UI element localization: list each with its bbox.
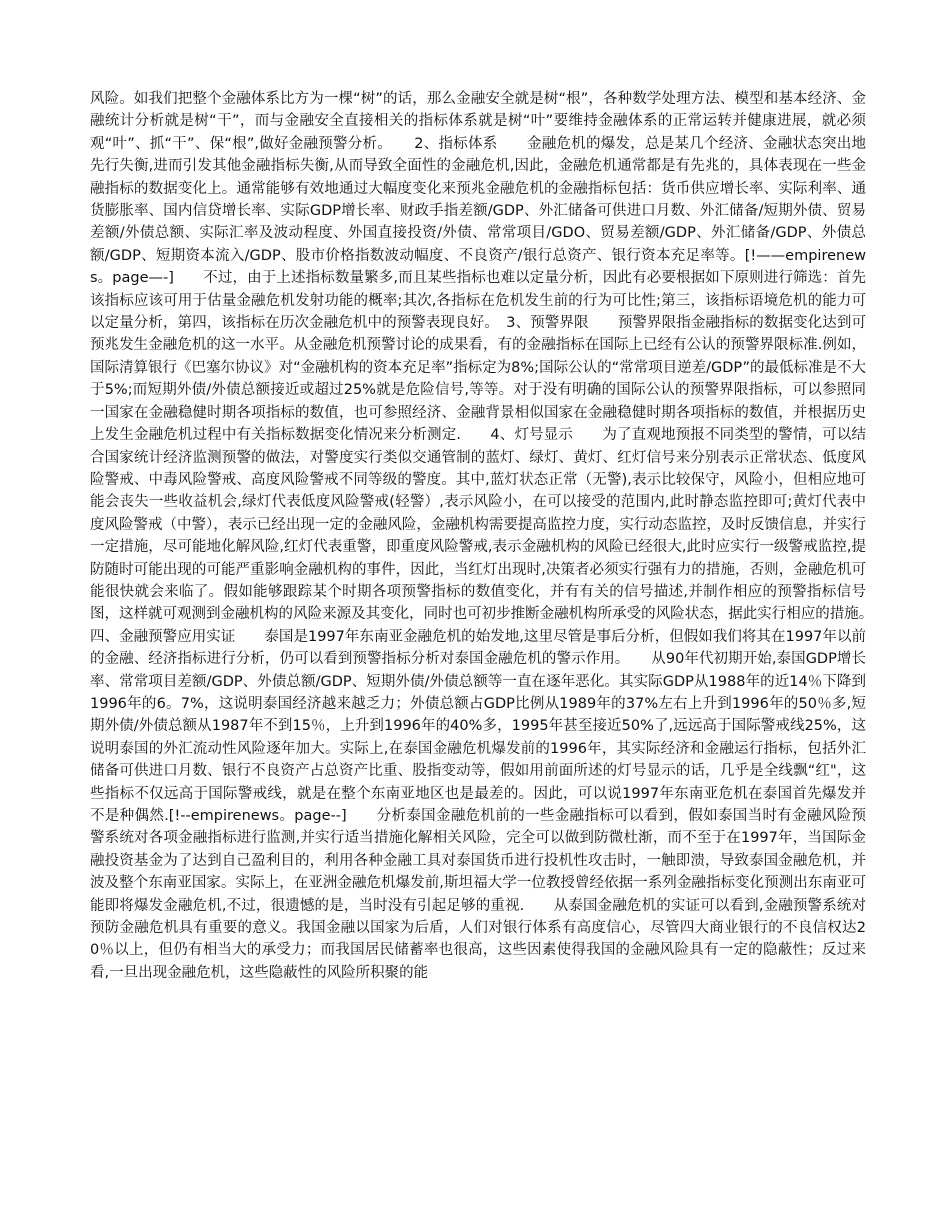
article-body-text: 风险。如我们把整个金融体系比方为一棵“树”的话，那么金融安全就是树“根”，各种数学处理方法、模型和基本经济、金融统计分析就是树“干”，而与金融安全直接相关的指标体系就是树“叶”要维持金融体系的正常运转并健康进展，就必须观“叶”、抓“干”、保“根”,做好金融预警分析。 2、指标体系 金融危机的爆发，总是某几个经济、金融状态突出地先行失衡,进而引发其他金融指标失衡,从而导致全面性的金融危机,因此，金融危机通常都是有先兆的，具体表现在一些金融指标的数据变化上。通常能够有效地通过大幅度变化来预兆金融危机的金融指标包括：货币供应增长率、实际利率、通货膨胀率、国内信贷增长率、实际GDP增长率、财政手指差额/GDP、外汇储备可供进口月数、外汇储备/短期外债、贸易差额/外债总额、实际汇率及波动程度、外国直接投资/外债、常常项目/GDO、贸易差额/GDP、外汇储备/GDP、外债总额/GDP、短期资本流入/GDP、股市价格指数波动幅度、不良资产/银行总资产、银行资本充足率等。[!——empirenews。page—-] 不过，由于上述指标数量繁多,而且某些指标也难以定量分析，因此有必要根据如下原则进行筛选：首先该指标应该可用于估量金融危机发射功能的概率;其次,各指标在危机发生前的行为可比性;第三，该指标语境危机的能力可以定量分析，第四，该指标在历次金融危机中的预警表现良好。 3、预警界限 预警界限指金融指标的数据变化达到可预兆发生金融危机的这一水平。从金融危机预警讨论的成果看，有的金融指标在国际上已经有公认的预警界限标准.例如，国际清算银行《巴塞尔协议》对“金融机构的资本充足率”指标定为8%;国际公认的“常常项目逆差/GDP”的最低标准是不大于5%;而短期外债/外债总额接近或超过25%就是危险信号,等等。对于没有明确的国际公认的预警界限指标，可以参照同一国家在金融稳健时期各项指标的数值，也可参照经济、金融背景相似国家在金融稳健时期各项指标的数值，并根据历史上发生金融危机过程中有关指标数据变化情况来分析测定. 4、灯号显示 为了直观地预报不同类型的警情，可以结合国家统计经济监测预警的做法，对警度实行类似交通管制的蓝灯、绿灯、黄灯、红灯信号来分别表示正常状态、低度风险警戒、中毒风险警戒、高度风险警戒不同等级的警度。其中,蓝灯状态正常（无警),表示比较保守，风险小，但相应地可能会丧失一些收益机会,绿灯代表低度风险警戒(轻警）,表示风险小，在可以接受的范围内,此时静态监控即可;黄灯代表中度风险警戒（中警），表示已经出现一定的金融风险，金融机构需要提高监控力度，实行动态监控，及时反馈信息，并实行一定措施，尽可能地化解风险,红灯代表重警，即重度风险警戒,表示金融机构的风险已经很大,此时应实行一级警戒监控,提防随时可能出现的可能严重影响金融机构的事件，因此，当红灯出现时,决策者必须实行强有力的措施，否则，金融危机可能很快就会来临了。假如能够跟踪某个时期各项预警指标的数值变化，并有有关的信号描述,并制作相应的预警指标信号图，这样就可观测到金融机构的风险来源及其变化，同时也可初步推断金融机构所承受的风险状态，据此实行相应的措施。 四、金融预警应用实证 泰国是1997年东南亚金融危机的始发地,这里尽管是事后分析，但假如我们将其在1997年以前的金融、经济指标进行分析，仍可以看到预警指标分析对泰国金融危机的警示作用。 从90年代初期开始,泰国GDP增长率、常常项目差额/GDP、外债总额/GDP、短期外债/外债总额等一直在逐年恶化。其实际GDP从1988年的近14％下降到1996年的6。7%，这说明泰国经济越来越乏力；外债总额占GDP比例从1989年的37%左右上升到1996年的50％多,短期外债/外债总额从1987年不到15％，上升到1996年的40%多，1995年甚至接近50%了,远远高于国际警戒线25%，这说明泰国的外汇流动性风险逐年加大。实际上,在泰国金融危机爆发前的1996年，其实际经济和金融运行指标，包括外汇储备可供进口月数、银行不良资产占总资产比重、股指变动等，假如用前面所述的灯号显示的话，几乎是全线飘“红"，这些指标不仅远高于国际警戒线，就是在整个东南亚地区也是最差的。因此，可以说1997年东南亚危机在泰国首先爆发并不是种偶然.[!--empirenews。page--] 分析泰国金融危机前的一些金融指标可以看到，假如泰国当时有金融风险预警系统对各项金融指标进行监测,并实行适当措施化解相关风险，完全可以做到防微杜渐，而不至于在1997年，当国际金融投资基金为了达到自己盈利目的，利用各种金融工具对泰国货币进行投机性攻击时，一触即溃，导致泰国金融危机，并波及整个东南亚国家。实际上，在亚洲金融危机爆发前,斯坦福大学一位教授曾经依据一系列金融指标变化预测出东南亚可能即将爆发金融危机,不过，很遗憾的是，当时没有引起足够的重视. 从泰国金融危机的实证可以看到,金融预警系统对预防金融危机具有重要的意义。我国金融以国家为后盾，人们对银行体系有高度信心，尽管四大商业银行的不良信权达20％以上，但仍有相当大的承受力；而我国居民储蓄率也很高，这些因素使得我国的金融风险具有一定的隐蔽性；反过来看,一旦出现金融危机，这些隐蔽性的风险所积聚的能 <box>90 91 895 981</box>
